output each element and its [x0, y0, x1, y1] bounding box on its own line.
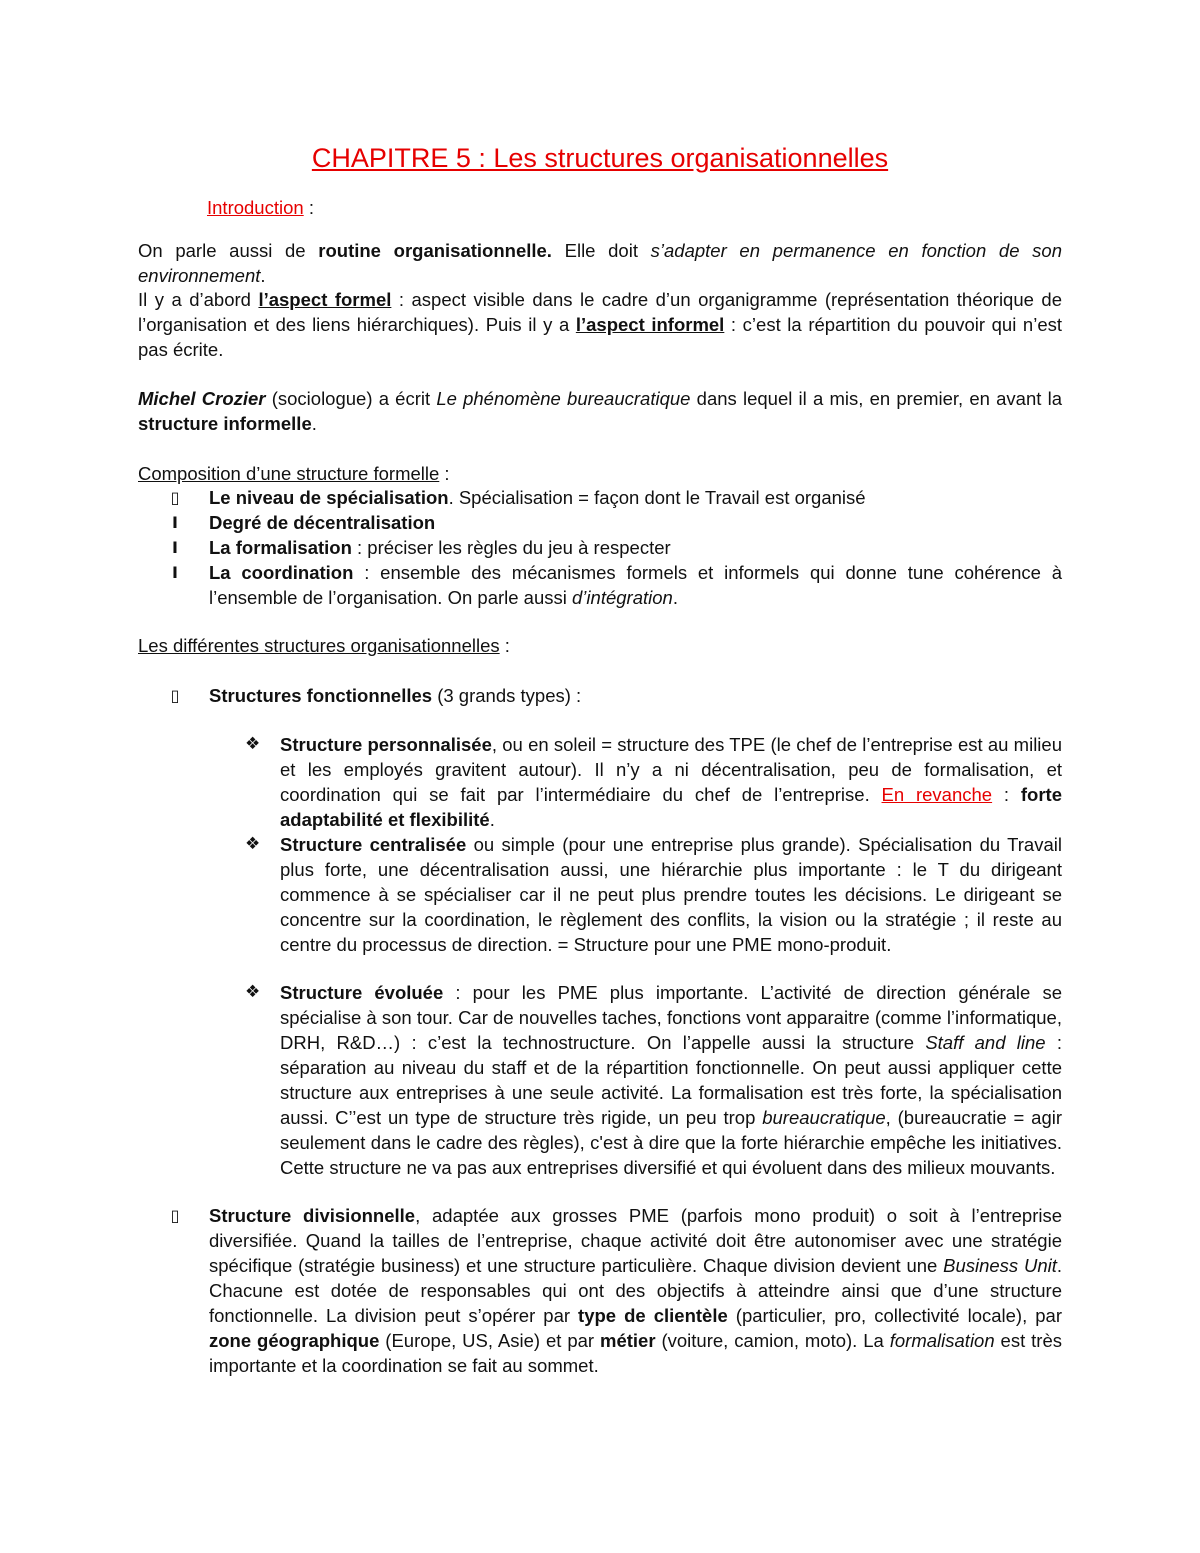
diamond-bullet-icon: ❖ — [245, 834, 261, 854]
paragraph-crozier — [138, 386, 1062, 436]
divisionnelle-bold: Structure divisionnelle — [209, 1205, 416, 1226]
centralisee-rest: ou simple (pour une entreprise plus grande). Spécialisation du Travail plus forte, une décentralisation aussi, une hiérarchie plus importante : le T du dirigeant commence à se spécialiser car il ne peut plus prendre toutes les décisions. Le dirigeant se concentre sur la coordination, le règlement des conflits, la vision ou la stratégie ; il reste au centre du processus de direction. = Structure pour une PME mono-produit. — [280, 834, 1062, 955]
composition-item-bold: La coordination — [209, 562, 354, 583]
divisionnelle-italic1: Business Unit — [943, 1255, 1057, 1276]
divisionnelle-text5: (voiture, camion, moto). La — [655, 1330, 890, 1351]
p3-book-title: Le phénomène bureaucratique — [436, 388, 691, 409]
introduction-label: Introduction — [207, 197, 304, 218]
p2-text-e: : c’est la répartition du pouvoir qui n’est pas écrite. — [138, 314, 1063, 360]
evoluee-italic2: bureaucratique — [762, 1107, 886, 1128]
composition-item-text — [209, 560, 1062, 610]
personnalisee-end: . — [489, 809, 495, 830]
divisionnelle-text3: (particulier, pro, collectivité locale), par — [727, 1305, 1062, 1326]
composition-item-rest: . Spécialisation = façon dont le Travail est organisé — [448, 487, 866, 508]
evoluee-text2: : séparation au niveau du staff et de la répartition fonctionnelle. On peut aussi appliquer cette structure aux entreprises à une seule activité. La formalisation est très forte, la spécialisation aussi. C’’est un type de structure très rigide, un peu trop — [280, 1032, 1062, 1128]
divisionnelle-bold3: zone géographique — [209, 1330, 380, 1351]
composition-heading-text: Composition d’une structure formelle — [138, 463, 440, 484]
evoluee-text1: : pour les PME plus importante. L’activité de direction générale se spécialise à son tour. Car de nouvelles taches, fonctions vont apparaitre (comme l’informatique, DRH, R&D…) : c’est la technostructure. On l’appelle aussi la structure — [280, 982, 1062, 1053]
personnalisee-bold2: forte adaptabilité et flexibilité — [280, 784, 1062, 830]
composition-item-text — [209, 510, 1062, 535]
composition-item-end: . — [672, 587, 678, 608]
paragraph-routine — [138, 238, 1062, 288]
bullet-marker-icon: ▯ — [170, 686, 180, 705]
bullet-marker-icon: ▯ — [170, 488, 180, 507]
bullet-marker-icon: ▯ — [170, 1206, 180, 1225]
fonctionnelles-text — [209, 683, 1062, 708]
composition-item-rest: : préciser les règles du jeu à respecter — [351, 537, 671, 558]
p1-text-a: On parle aussi de — [138, 240, 319, 261]
composition-item-rest: : ensemble des mécanismes formels et informels qui donne tune cohérence à l’ensemble de l’organisation. On parle aussi — [209, 562, 1062, 608]
composition-item-bold: Le niveau de spécialisation — [209, 487, 449, 508]
centralisee-bold: Structure centralisée — [280, 834, 467, 855]
bullet-marker-icon: I — [172, 563, 178, 582]
p2-text-a: Il y a d’abord — [138, 289, 259, 310]
p3-text-f: . — [311, 413, 317, 434]
composition-item-bold: La formalisation — [209, 537, 352, 558]
evoluee-text — [280, 980, 1062, 1180]
divisionnelle-bold2: type de clientèle — [578, 1305, 728, 1326]
evoluee-italic1: Staff and line — [925, 1032, 1046, 1053]
composition-item-text — [209, 535, 1062, 560]
divisionnelle-text — [209, 1203, 1062, 1378]
composition-heading-suffix: : — [439, 463, 450, 484]
personnalisee-bold: Structure personnalisée — [280, 734, 492, 755]
p1-italic: s’adapter en permanence en fonction de son environnement — [138, 240, 1062, 286]
p2-aspect-formel: l’aspect formel — [258, 289, 392, 310]
personnalisee-rest: , ou en soleil = structure des TPE (le chef de l’entreprise est au milieu et les employés gravitent autour). Il n’y a ni décentralisation, peu de formalisation, et coordination qui se fait par l’intermédiaire du chef de l’entreprise. — [280, 734, 1062, 805]
p3-author: Michel Crozier — [138, 388, 266, 409]
divisionnelle-text2: . Chacune est dotée de responsables qui ont des objectifs à atteindre ainsi que d’une structure fonctionnelle. La division peut s’opérer par — [209, 1255, 1062, 1326]
composition-item-text — [209, 485, 1062, 510]
fonctionnelles-bold: Structures fonctionnelles — [209, 685, 433, 706]
personnalisee-sep: : — [992, 784, 1021, 805]
diamond-bullet-icon: ❖ — [245, 734, 261, 754]
composition-item-bold: Degré de décentralisation — [209, 512, 436, 533]
composition-heading — [138, 461, 450, 486]
divisionnelle-text6: est très importante et la coordination se fait au sommet. — [209, 1330, 1062, 1376]
p2-text-c: : aspect visible dans le cadre d’un organigramme (représentation théorique de l’organisation et des liens hiérarchiques). Puis il y a — [138, 289, 1062, 335]
p1-text-c: Elle doit — [551, 240, 651, 261]
bullet-marker-icon: I — [172, 538, 178, 557]
divisionnelle-italic2: formalisation — [889, 1330, 995, 1351]
introduction-suffix: : — [303, 197, 314, 218]
p1-text-e: . — [260, 265, 266, 286]
introduction-heading — [207, 195, 314, 220]
structures-heading — [138, 633, 510, 658]
composition-item-italic: d’intégration — [572, 587, 673, 608]
evoluee-bold: Structure évoluée — [280, 982, 444, 1003]
divisionnelle-text1: , adaptée aux grosses PME (parfois mono produit) o soit à l’entreprise diversifiée. Quand la tailles de l’entreprise, chaque activité doit être autonomiser avec une stratégie spécifique (stratégie business) et une structure particulière. Chaque division devient une — [209, 1205, 1063, 1276]
p3-bold: structure informelle — [138, 413, 312, 434]
centralisee-text — [280, 832, 1062, 957]
paragraph-aspects — [138, 287, 1062, 362]
structures-heading-text: Les différentes structures organisationnelles — [138, 635, 500, 656]
bullet-marker-icon: I — [172, 513, 178, 532]
p3-text-b: (sociologue) a écrit — [265, 388, 437, 409]
personnalisee-text — [280, 732, 1062, 832]
divisionnelle-bold4: métier — [600, 1330, 656, 1351]
diamond-bullet-icon: ❖ — [245, 982, 261, 1002]
fonctionnelles-rest: (3 grands types) : — [432, 685, 582, 706]
divisionnelle-text4: (Europe, US, Asie) et par — [379, 1330, 600, 1351]
structures-heading-suffix: : — [499, 635, 510, 656]
p3-text-d: dans lequel il a mis, en premier, en avant la — [690, 388, 1062, 409]
en-revanche-label: En revanche — [881, 784, 993, 805]
p2-aspect-informel: l’aspect informel — [575, 314, 725, 335]
p1-bold: routine organisationnelle. — [318, 240, 552, 261]
page-title: CHAPITRE 5 : Les structures organisationnelles — [311, 143, 889, 173]
evoluee-text3: , (bureaucratie = agir seulement dans le cadre des règles), c'est à dire que la forte hiérarchie empêche les initiatives. Cette structure ne va pas aux entreprises diversifié et qui évoluent dans des milieux mouvants. — [280, 1107, 1062, 1178]
